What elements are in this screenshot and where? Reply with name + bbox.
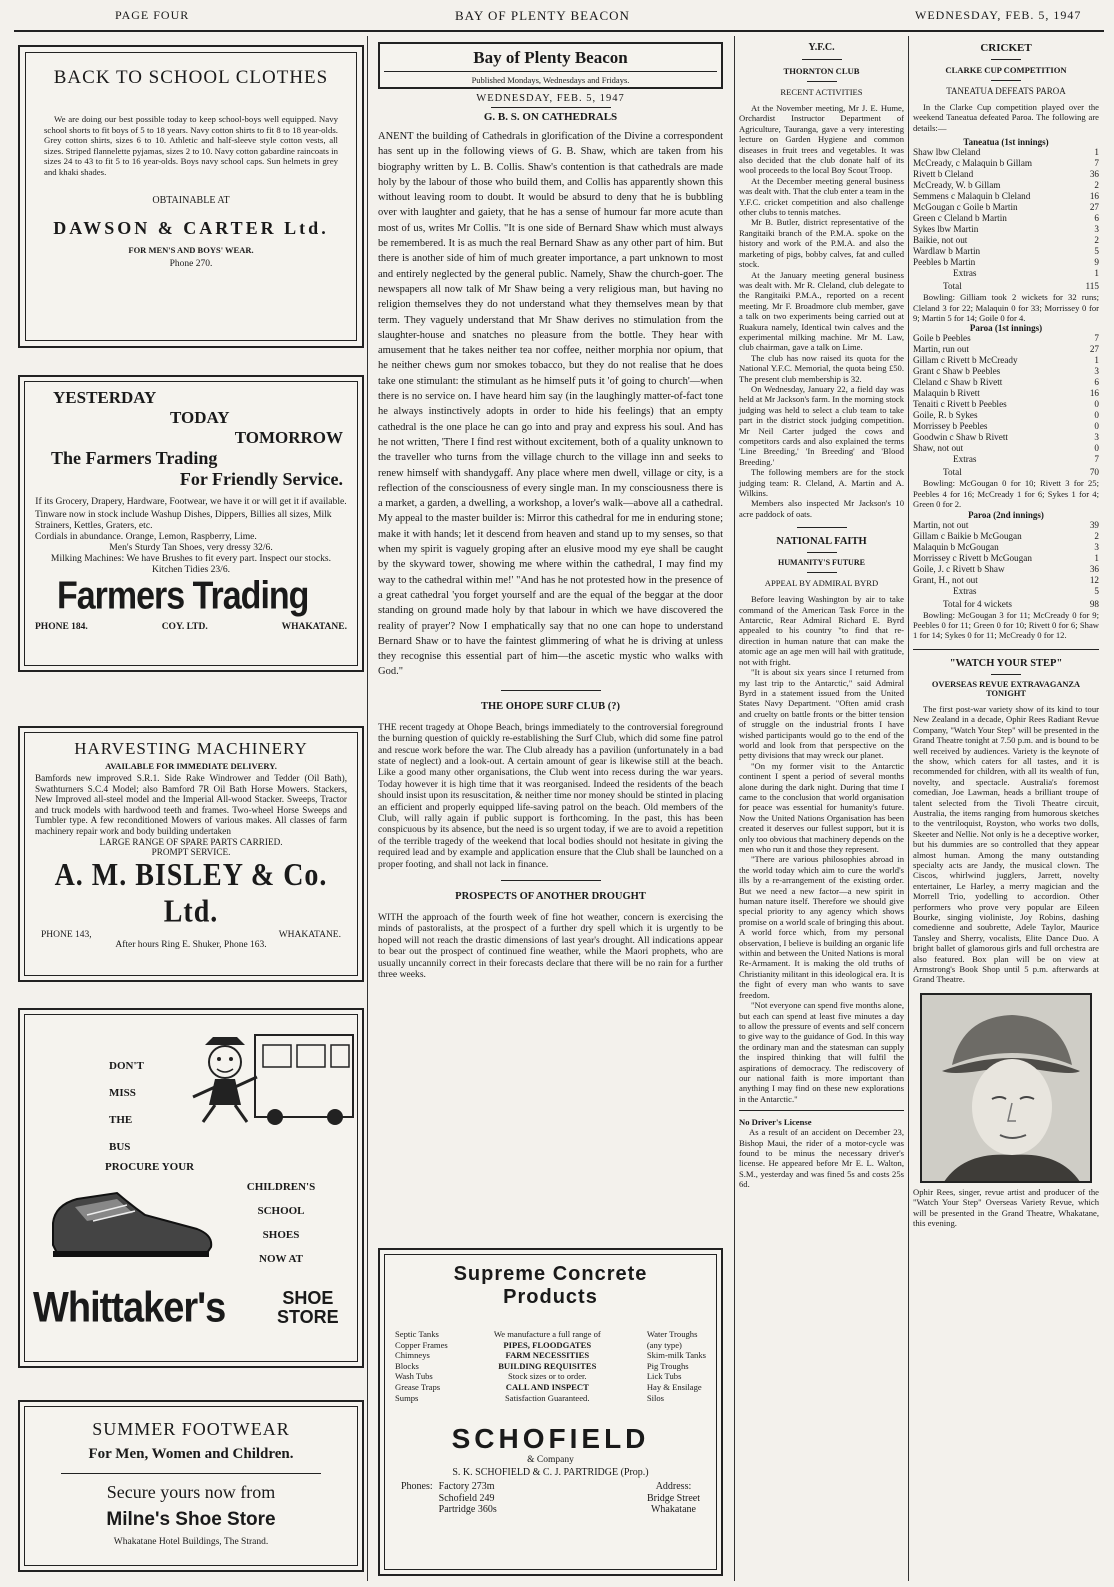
product-item: BUILDING REQUISITES — [498, 1360, 597, 1371]
scorecard-row: Morrissey b Peebles 0 — [913, 421, 1099, 432]
ad-address: Whakatane Hotel Buildings, The Strand. — [113, 1537, 269, 1547]
product-item: Grease Traps — [395, 1381, 441, 1392]
ad-line: TODAY — [170, 408, 230, 427]
article-headline: G. B. S. ON CATHEDRALS — [483, 111, 618, 123]
scorecard-row: Green c Cleland b Martin 6 — [913, 213, 1099, 224]
paragraph: At the December meeting general business was dealt with. That the club enter a team in the Y.F.C. cricket competition and also challenge other clubs to tennis matches. — [739, 175, 904, 218]
ad-harvesting-machinery — [18, 726, 364, 982]
bowling-figures: Bowling: McGougan 3 for 11; McCready 0 for 9; Peebles 0 for 11; Green 0 for 10; Rivett 0 for 6; Shaw 1 for 14; Sykes 0 for 11; McCready 0 for 12. — [913, 609, 1099, 641]
scorecard-row: McCready, c Malaquin b Gillam 7 — [913, 158, 1099, 169]
column-rule — [367, 36, 368, 1581]
scorecard-row: Rivett b Cleland 36 — [913, 169, 1099, 180]
ad-line: STORE — [277, 1307, 339, 1327]
product-item: PIPES, FLOODGATES — [503, 1339, 592, 1350]
news-column-4 — [913, 42, 1099, 1228]
article-body — [739, 594, 904, 1104]
ad-phone: Phone 270. — [169, 258, 213, 269]
shoe-icon — [47, 1185, 217, 1265]
scorecard-row: Goile, R. b Sykes 0 — [913, 410, 1099, 421]
ad-title: Products — [503, 1286, 598, 1308]
ad-phone: PHONE 184. — [35, 622, 88, 632]
ad-line: CHILDREN'S — [246, 1181, 316, 1193]
scorecard-row: Morrissey c Rivett b McGougan 1 — [913, 552, 1099, 563]
paragraph: "On my former visit to the Antarctic continent I spent a period of several months alone during the dark night. During that time I came to the conclusion that world organisation for peace was essential for humanity's future. Now the United Nations Organisation has been created it deserves our fullest support, but it is only too obvious that machinery depends on the men who run it and those they represent. — [739, 760, 904, 854]
innings-title: Paroa (1st innings) — [969, 323, 1043, 334]
scorecard-row: Martin, not out 39 — [913, 519, 1099, 530]
ad-body: If its Grocery, Drapery, Hardware, Footwear, we have it or will get it if available. — [35, 496, 347, 507]
ad-body: Kitchen Tidies 23/6. — [151, 564, 231, 575]
scorecard-row: Martin, run out 27 — [913, 344, 1099, 355]
scorecard-row: Malaquin b Rivett 16 — [913, 388, 1099, 399]
scorecard-row: Baikie, not out 2 — [913, 235, 1099, 246]
scorecard — [913, 333, 1099, 465]
news-column-3 — [739, 42, 904, 1190]
ad-town: WHAKATANE. — [278, 929, 341, 940]
product-item: Sumps — [395, 1392, 419, 1403]
paragraph: The following members are for the stock judging team: R. Cleland, A. Martin and A. Wilkins. — [739, 467, 904, 499]
ad-subtitle: For Men, Women and Children. — [88, 1446, 294, 1462]
ad-line: TOMORROW — [234, 428, 343, 447]
scorecard-row: McCready, W. b Gillam 2 — [913, 180, 1099, 191]
column-rule — [908, 36, 909, 1581]
product-item: Septic Tanks — [395, 1329, 439, 1339]
scorecard — [913, 520, 1099, 597]
article-body: ANENT the building of Cathedrals in glorification of the Divine a correspondent has sent up in the following views of G. B. Shaw, which are taken from his biography written by L. B. Collis. Shaw's contention is that cathedrals are made holy by the labour of those who build them, and Collis has apparently shown this without leaving room to doubt. It would be absurd to deny that he is bubbling over with laughter and gaiety, that he has a sense of humour far more acute than most of us, writes Mr Collis. "It is one side of Bernard Shaw which must always be remembered. It is as much the real Bernard Shaw as any other part of him. But there is another side of him of much greater importance, a part unknown to most and entirely neglected by the general public. Namely, Shaw the church-goer. The newspapers all now talk of Mr Shaw being a very religious man, but having no religion themselves they do not understand what they themselves mean by that term. They vaguely understand that Mr Shaw derives no stimulation from the slaughter-house and snatches no pleasure from the bottle. They hear with amusement that he takes neither tea nor coffee, neither morphia nor opium, that he neither chews gum nor smokes tobacco, but they do not realise that he does take one stimulant: the stimulant as he himself puts it 'of going to church'—when there is no service on. I have heard him say (in the laughingly matter-of-fact tone he always instinctively adopts in order to hide his feelings) that an empty cathedral is the one place he can go into and pray and express his soul. And has he not written, 'There I find rest without excitement, both of a quality unknown to the traveller who turns from the village church to the village inn and seeks to renew himself with shandygaff. Any place where men dwell, village or city, is a reflection of the consciousness of every single man. In my consciousness there is a market, a garden, a dwelling, a workshop, a lover's walk—above all a cathedral. My appeal to the master builder is: Mirror this cathedral for me in enduring stone; make it with hands; let it descend from heaven and stand up to my senses, so that when my spirit is vaguely groping after an elusive mood my eye shall be caught by the skyward tower, showing me where within the cathedral, I may find my way to the cathedral within me!' "And has he not protested how in the presence of a great cathedral 'you forget yourself and are the equal of the beggar at the door standing on ground made holy by that labour in which we have discovered the reality of prayer'? Now I emphatically say that no one can hope to understand Bernard Shaw or to have the faintest glimmering of what he is driving at unless they recognise this essential part of him—the ascetic mystic who walks with God." — [378, 131, 723, 678]
scorecard-row: Goile b Peebles 7 — [913, 333, 1099, 344]
ad-line: SCHOOL — [257, 1205, 305, 1217]
scorecard-row: Wardlaw b Martin 5 — [913, 246, 1099, 257]
ad-line: & Company — [527, 1455, 574, 1466]
article-body: As a result of an accident on December 23, Bishop Maui, the rider of a motor-cycle was found to be minus the necessary driver's license. He appeared before Mr E. L. Walton, S.M., yesterday and was fined 5s and costs 25s 6d. — [739, 1127, 904, 1190]
article-headline: Y.F.C. — [808, 42, 835, 53]
article-headline: NATIONAL FAITH — [776, 536, 867, 548]
ad-line: PROCURE YOUR — [105, 1161, 195, 1173]
column-rule — [734, 36, 735, 1581]
scorecard-row: Extras 5 — [953, 585, 1099, 596]
store-name: Milne's Shoe Store — [106, 1509, 276, 1530]
ad-body: Milking Machines: We have Brushes to fit every part. Inspect our stocks. — [50, 553, 332, 564]
ad-line: SHOE — [282, 1288, 334, 1308]
innings-total: Total for 4 wickets 98 — [943, 598, 1099, 609]
scorecard-row: Gillam c Rivett b McCready 1 — [913, 355, 1099, 366]
paragraph: At the January meeting general business was dealt with. Mr R. Cleland, club delegate to the Rangitaiki P.M.A., reported on a recent meeting. Mr F. Broadmore club member, gave a talk on two experiments being carried out at Ruakura namely, Identical twin calves and the experimental milking machine. Mr M. Law, club chairman, gave a talk on Lime. — [739, 269, 904, 353]
product-item: Wash Tubs — [395, 1371, 433, 1382]
ad-line: For Friendly Service. — [179, 469, 343, 489]
product-item: Satisfaction Guaranteed. — [505, 1392, 590, 1403]
scorecard-row: Extras 1 — [953, 268, 1099, 279]
phone-line: Partridge 360s — [438, 1504, 497, 1516]
header-rule — [14, 30, 1104, 32]
scorecard-row: Goile, J. c Rivett b Shaw 36 — [913, 563, 1099, 574]
product-list-mid — [487, 1329, 607, 1403]
photo-caption: Ophir Rees, singer, revue artist and producer of the "Watch Your Step" Overseas Variety Revue, which will be presented in the Grand Theatre, Whakatane, this evening. — [913, 1186, 1099, 1229]
innings-title: Taneatua (1st innings) — [963, 137, 1049, 148]
masthead-pub: Published Mondays, Wednesdays and Fridays. — [471, 75, 630, 85]
innings-total: Total 70 — [943, 467, 1099, 478]
ad-line: S. K. SCHOFIELD & C. J. PARTRIDGE (Prop.) — [452, 1467, 649, 1479]
scorecard-row: Shaw, not out 0 — [913, 443, 1099, 454]
ad-tagline: FOR MEN'S AND BOYS' WEAR. — [128, 244, 254, 255]
company-name: SCHOFIELD — [451, 1423, 650, 1455]
product-item: Lick Tubs — [646, 1371, 682, 1382]
ad-obtainable: OBTAINABLE AT — [152, 194, 230, 206]
article-body: WITH the approach of the fourth week of fine hot weather, concern is exercising the minds of pastoralists, at the prospect of a further dry spell which it is urgently to be hoped will not reach the drastic dimensions of last year's drought. All indications appear to bear out the prospect of continued fine weather, while the Maori prophets, who are usually uncannily correct in their forecasts declare that there will be no rain for a further three weeks. — [378, 911, 723, 980]
ad-summer-footwear — [18, 1400, 364, 1572]
address-line: Whakatane — [650, 1504, 696, 1516]
ad-line: Secure yours now from — [106, 1482, 276, 1502]
product-item: Copper Frames — [395, 1339, 448, 1350]
phone-line: Factory 273m — [438, 1481, 495, 1493]
ad-line: THE — [109, 1114, 133, 1126]
scorecard-row: Sykes lbw Martin 3 — [913, 224, 1099, 235]
ad-address-label: Address: — [655, 1481, 692, 1493]
masthead — [378, 42, 723, 89]
product-list-left — [395, 1329, 448, 1403]
ad-body: Tinware now in stock include Washup Dishes, Dippers, Billies all sizes, Milk Strainers, Kettles, Graters, etc. — [35, 509, 332, 531]
article-body — [739, 103, 904, 519]
product-item: (any type) — [646, 1339, 682, 1350]
masthead-title: Bay of Plenty Beacon — [473, 48, 628, 67]
scorecard-row: Grant, H., not out 12 — [913, 574, 1099, 585]
scorecard-row: Extras 7 — [953, 454, 1099, 465]
article-headline: "WATCH YOUR STEP" — [949, 657, 1063, 669]
ad-line: PROMPT SERVICE. — [151, 847, 231, 858]
ad-body: Bamfords new improved S.R.1. Side Rake Windrower and Tedder (Oil Bath), Swathturners S.C.4 Model; also Bamford 7R Oil Bath Horse Mowers. Stackers, New Improved all-steel model and the Imperial All-wood Stacker. Sweeps, Tractor and truck models with hardwood teeth and frames. Two-wheel Horse Sweeps and Tumbler type. A few reconditioned Mowers of various makes. All classes of farm machinery repair work and body building undertaken — [35, 773, 347, 836]
ad-line: BUS — [109, 1141, 131, 1153]
ad-line: SHOES — [262, 1229, 300, 1241]
scorecard-row: Cleland c Shaw b Rivett 6 — [913, 377, 1099, 388]
product-item: Hay & Ensilage — [646, 1381, 702, 1392]
ad-line: After hours Ring E. Shuker, Phone 163. — [115, 939, 267, 950]
scorecard-row: Malaquin b McGougan 3 — [913, 541, 1099, 552]
ad-line: DON'T — [109, 1060, 144, 1072]
ad-coy: COY. LTD. — [161, 622, 208, 632]
product-item: Blocks — [395, 1360, 419, 1371]
paragraph: Before leaving Washington by air to take command of the American Task Force in the Antarctic, Rear Admiral Richard E. Byrd appealed to his country "to find that re-direction in human nature that can make the atomic age an age men will hail with gratitude, not with fright. — [739, 594, 904, 667]
product-item: We manufacture a full range of — [493, 1329, 601, 1339]
paragraph: "It is about six years since I returned from my last trip to the Antarctic," said Admiral Byrd in a statement issued from the United States Navy Department. "Often amid crash and cruelty on battle fronts or the bitter tension of struggle on the industrial fronts I have wished participants would go to the end of the world and look from that perspective on the petty divisions that may wreck our planet. — [739, 667, 904, 761]
scorecard-row: Tenaiti c Rivett b Peebles 0 — [913, 399, 1099, 410]
company-name: A. M. BISLEY & Co. Ltd. — [54, 856, 328, 930]
store-name: DAWSON & CARTER Ltd. — [53, 217, 329, 238]
paragraph: The club has now raised its quota for the National Y.F.C. Memorial, the quota being £50. The present club membership is 32. — [739, 352, 904, 384]
paragraph: On Wednesday, January 22, a field day was held at Mr Jackson's farm. In the morning stock judging was held to select a club team to take part in the district stock judging competition. Mr Neil Carter judged the cows and competitors cards and also explained the terms 'Line Breeding,' 'In Breeding' and 'Blood Breeding.' — [739, 383, 904, 467]
article-body: The first post-war variety show of its kind to tour New Zealand in a decade, Ophir Rees Radiant Revue Company, "Watch Your Step" will be presented in the Grand Theatre tonight at 7.50 p.m. and is bound to be well received by audiences. Variety is the keynote of the show, which caters for all tastes, and it is recommended for children, with all its wealth of fun, novelty, and spectacle. Australia's foremost comedian, Joe Lawman, heads a brilliant troupe of talent selected from the Tivoli Theatre circuit, Australia, the items ranging from humorous sketches to the ventriloquist, Royston, who works two dolls, Skeeter and Nellie. Not only is he a deceptive worker, but his dummies are so controlled that they appear almost human. Among the many outstanding specialty acts are Jandy, the musical clown. The Ciscos, whirlwind jugglers, Jarrett, novelty entertainer, Le Harley, a merry magician and the Morrell Trio, yodelling to accordion. Other performers who prove very popular are Eileen Bourke, singing violiniste, Joy Robins, dashing comedienne and soubrette, Adele Taylor, Maurice Tansley and Sherry, vocalists, Elite Dance Duo. A bright ballet of glamorous girls and full orchestra are also featured. Box plan will be on view at Armstrong's Book Shop until 5 p.m. afterwards at Grand Theatre. — [913, 703, 1099, 985]
ad-title: SUMMER FOOTWEAR — [92, 1419, 290, 1439]
ad-subtitle: AVAILABLE FOR IMMEDIATE DELIVERY. — [105, 761, 277, 771]
ad-line: MISS — [109, 1087, 136, 1099]
ad-supreme-concrete — [378, 1248, 723, 1576]
paper-name: BAY OF PLENTY BEACON — [455, 8, 630, 23]
ad-line: NOW AT — [259, 1253, 303, 1265]
address-line: Bridge Street — [646, 1492, 700, 1504]
product-item: CALL AND INSPECT — [505, 1381, 589, 1392]
paragraph: "Not everyone can spend five months alone, but each can spend at least five minutes a day to allow the pressure of events and self concern to give way to the guidance of God. In this way the ordinary man and the statesman can supply the inspired thinking that will fulfil the aspirations of democracy. The rediscovery of our national faith is more important than anything I may find on these new explorations in the Antarctic." — [739, 1000, 904, 1104]
article-subhead: CLARKE CUP COMPETITION — [945, 65, 1067, 75]
product-item: Skim-milk Tanks — [646, 1350, 706, 1361]
photo-ophir-rees — [920, 993, 1092, 1183]
phone-line: Schofield 249 — [438, 1492, 495, 1504]
ad-address — [647, 1493, 700, 1516]
ad-title: HARVESTING MACHINERY — [74, 739, 308, 758]
ad-phone: PHONE 143, — [41, 929, 92, 940]
ad-line: LARGE RANGE OF SPARE PARTS CARRIED. — [99, 836, 283, 847]
masthead-date: WEDNESDAY, FEB. 5, 1947 — [476, 93, 625, 104]
store-name: Whittaker's — [33, 1284, 226, 1332]
ad-whittakers-shoes — [18, 1008, 364, 1368]
article-subhead: THORNTON CLUB — [783, 66, 860, 76]
paragraph: Mr B. Butler, district representative of the Rangitaiki branch of the P.M.A. spoke on the history and work of the P.M.A. and also the marketing of pigs, bobby calves, fat and culled stock. — [739, 217, 904, 270]
ad-body: Men's Sturdy Tan Shoes, very dressy 32/6. — [109, 542, 273, 553]
ad-farmers-trading — [18, 375, 364, 672]
article-subhead: TANEATUA DEFEATS PAROA — [946, 86, 1066, 96]
portrait-photo-icon — [922, 995, 1092, 1183]
paragraph: At the November meeting, Mr J. E. Hume, Orchardist Instructor Department of Agriculture, Tauranga, gave a very interesting lecture on Garden Hygiene and common diseases in fruit trees and vegetables. It was also decided that the club donate half of its wool proceeds to the local Boy Scout Troop. — [739, 103, 904, 176]
scorecard-row: Grant c Shaw b Peebles 3 — [913, 366, 1099, 377]
scorecard-row: Shaw lbw Cleland 1 — [913, 147, 1099, 158]
article-headline: THE OHOPE SURF CLUB (?) — [480, 700, 621, 712]
scorecard-row: Gillam c Baikie b McGougan 2 — [913, 530, 1099, 541]
bus-cartoon-icon — [185, 1027, 357, 1127]
editorial-column — [378, 42, 723, 980]
ad-line: The Farmers Trading — [51, 448, 218, 468]
ad-phones-label: Phones: — [401, 1481, 433, 1493]
paragraph: "There are various philosophies abroad in the world today which aim to cure the world's ills by a re-arrangement of the existing order. But we need a new factor—a new spirit in human nature itself. Therefore we should give special priority to any agency which shows promise on a world scale of bringing this about. A world force which, from my personal observation, I believe is building an organic life within and between the United Nations is moral Re-Armament. It is making the old truths of Christianity militant in this ideological era. It is the fight of every man who wants to save freedom. — [739, 854, 904, 1000]
scorecard-row: Peebles b Martin 9 — [913, 257, 1099, 268]
product-item: FARM NECESSITIES — [505, 1350, 590, 1361]
header-date: WEDNESDAY, FEB. 5, 1947 — [915, 8, 1082, 22]
product-item: Stock sizes or to order. — [508, 1371, 587, 1382]
article-subhead: RECENT ACTIVITIES — [780, 87, 863, 97]
scorecard — [913, 147, 1099, 279]
ad-town: WHAKATANE. — [281, 622, 347, 632]
ad-body: Cordials in abundance. Orange, Lemon, Raspberry, Lime. — [35, 531, 257, 542]
scorecard-row: Semmens c Malaquin b Cleland 16 — [913, 191, 1099, 202]
article-subhead: HUMANITY'S FUTURE — [778, 558, 865, 568]
ad-title: BACK TO SCHOOL CLOTHES — [53, 67, 329, 88]
farmers-logo: Farmers Trading — [57, 574, 309, 618]
innings-total: Total 115 — [943, 281, 1099, 292]
ad-phones — [439, 1481, 497, 1516]
article-subhead: OVERSEAS REVUE EXTRAVAGANZA TONIGHT — [931, 679, 1081, 698]
article-body: THE recent tragedy at Ohope Beach, brings immediately to the controversial foreground the burning question of quickly re-establishing the Surf Club, which did some fine patrol and rescue work before the war. The Club already has a pavilion (unfortunately in a bad state of neglect) and a look-out. A certain amount of gear is likewise still at the beach. Like a good many other organisations, the Club went into recess during the war years. Today however it is high time that it was reorganised. Indeed the residents of the beach should insist upon its resuscitation, & neither time nor money should be stinted in placing an efficient and properly equipped life-saving patrol on the beach. Old members of the Club, will rally again if public support is forthcoming. In the past, this has been conspicuous by its absence, but the need is so urgent today, if we are to avoid a repetition of the terrible tragedy of the weekend that local bodies should not hesitate in giving the required lead and by example and application ensure that the Club shall be launched on a proper footing, and shall not lack in finance. — [378, 721, 723, 870]
scorecard-row: Goodwin c Shaw b Rivett 3 — [913, 432, 1099, 443]
product-item: Silos — [646, 1392, 665, 1403]
article-headline: No Driver's License — [739, 1117, 812, 1128]
product-list-right — [647, 1329, 706, 1403]
page-number: PAGE FOUR — [115, 8, 190, 22]
ad-back-to-school — [18, 45, 364, 348]
product-item: Water Troughs — [646, 1329, 698, 1339]
bowling-figures: Bowling: McGougan 0 for 10; Rivett 3 for 25; Peebles 4 for 16; McCready 1 for 6; Sykes 1 for 4; Green 0 for 2. — [913, 478, 1099, 510]
scorecard-row: McGougan c Goile b Martin 27 — [913, 202, 1099, 213]
ad-body: We are doing our best possible today to keep school-boys well equipped. Navy school shorts to fit boys of 5 to 18 years. Navy cotton shirts to fit 8 to 18 year-olds. Grey cotton shirts, sizes 6 to 10. Athletic and half-sleeve style cotton vests, all sizes. Striped flannelette pyjamas, sizes 2 to 10. Navy cotton gabardine raincoats in sizes 24 to 43 to fit 5 to 16 year-olds. Boys navy school caps. Sun helmets in grey and khaki shades. — [44, 114, 338, 177]
bowling-figures: Bowling: Gilliam took 2 wickets for 32 runs; Cleland 3 for 22; Malaquin 0 for 33; Morrissey 0 for 9; Martin 5 for 14; Goile 0 for 4. — [913, 292, 1099, 324]
innings-title: Paroa (2nd innings) — [968, 509, 1044, 520]
ad-line: YESTERDAY — [53, 388, 157, 407]
article-headline: CRICKET — [980, 42, 1032, 54]
product-item: Chimneys — [395, 1350, 430, 1361]
article-headline: PROSPECTS OF ANOTHER DROUGHT — [455, 890, 646, 902]
ad-title: Supreme Concrete — [453, 1263, 648, 1285]
article-subhead: APPEAL BY ADMIRAL BYRD — [764, 578, 879, 589]
product-item: Pig Troughs — [646, 1360, 689, 1371]
article-body: In the Clarke Cup competition played over the weekend Taneatua defeated Paroa. The following are details:— — [913, 102, 1099, 133]
paragraph: Members also inspected Mr Jackson's 10 acre paddock of oats. — [739, 498, 904, 519]
